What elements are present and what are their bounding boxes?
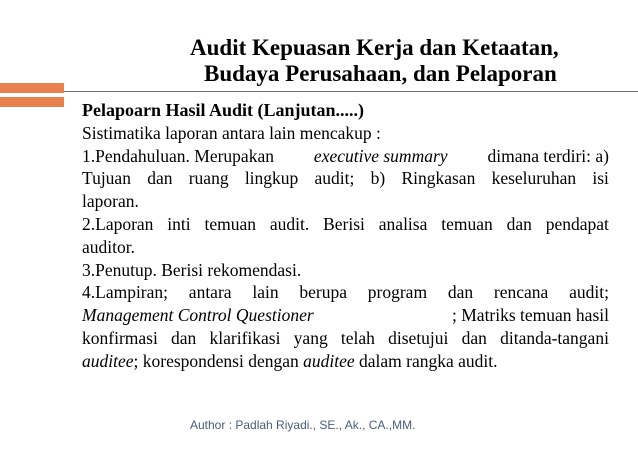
item1-line3: laporan.: [82, 191, 139, 212]
word: dan: [447, 282, 474, 303]
accent-bar-bottom: [0, 97, 64, 107]
word: dan: [506, 213, 532, 234]
word: dan: [461, 327, 487, 348]
slide-title-line-2: Budaya Perusahaan, dan Pelaporan: [204, 61, 557, 86]
word: telah: [340, 327, 375, 348]
word: analisa: [378, 213, 428, 234]
word: 2.Laporan: [82, 213, 154, 234]
word: temuan: [204, 213, 257, 234]
intro-text: Sistimatika laporan antara lain mencakup :: [82, 122, 381, 143]
word: lingkup: [244, 168, 299, 189]
slide-body: [82, 99, 609, 373]
item2-line2: auditor.: [82, 236, 135, 257]
item1-text-a: 1.Pendahuluan. Merupakan: [82, 145, 274, 166]
word: isi: [592, 168, 609, 189]
item2-line1: [82, 213, 609, 236]
item4-line4-c: auditee: [303, 350, 355, 371]
word: ruang: [188, 168, 229, 189]
word: antara: [188, 282, 232, 303]
item4-line4: [82, 350, 609, 373]
item4-line2-rest: ; Matriks temuan hasil: [452, 305, 609, 326]
word: keseluruhan: [491, 168, 577, 189]
word: audit;: [569, 282, 609, 303]
accent-bar-top: [0, 83, 64, 93]
item4-line3: [82, 327, 609, 350]
item1-line2: [82, 167, 609, 190]
item4-line4-b: ; korespondensi dengan: [133, 350, 304, 371]
item4-line2-italic: Management Control Questioner: [82, 305, 314, 326]
item4-line2: [82, 304, 609, 327]
word: dan: [171, 327, 197, 348]
word: yang: [293, 327, 328, 348]
word: konfirmasi: [82, 327, 158, 348]
word: temuan: [441, 213, 493, 234]
word: disetujui: [388, 327, 449, 348]
item4-line4-d: dalam rangka audit.: [354, 350, 498, 371]
word: b): [370, 168, 386, 189]
word: berupa: [299, 282, 347, 303]
word: inti: [167, 213, 191, 234]
word: audit.: [269, 213, 310, 234]
word: program: [367, 282, 428, 303]
word: Tujuan: [82, 168, 131, 189]
word: klarifikasi: [209, 327, 281, 348]
item3-line: 3.Penutup. Berisi rekomendasi.: [82, 259, 302, 280]
word: 4.Lampiran;: [82, 282, 169, 303]
word: Ringkasan: [401, 168, 476, 189]
word: ditanda-tangani: [500, 327, 609, 348]
word: dan: [147, 168, 173, 189]
slide-title-line-1: Audit Kepuasan Kerja dan Ketaatan,: [190, 35, 559, 60]
word: Berisi: [323, 213, 365, 234]
title-divider: [64, 91, 638, 92]
word: rencana: [493, 282, 549, 303]
item4-line1: [82, 281, 609, 304]
word: audit;: [314, 168, 355, 189]
author-footer: Author : Padlah Riyadi., SE., Ak., CA.,MM.: [190, 418, 416, 432]
word: pendapat: [545, 213, 609, 234]
item1-text-c: dimana terdiri: a): [487, 145, 609, 166]
item1-line1: [82, 145, 609, 168]
item4-line4-a: auditee: [82, 350, 134, 371]
item1-text-b: executive summary: [313, 145, 448, 166]
word: lain: [252, 282, 279, 303]
section-heading: Pelapoarn Hasil Audit (Lanjutan.....): [82, 100, 365, 120]
